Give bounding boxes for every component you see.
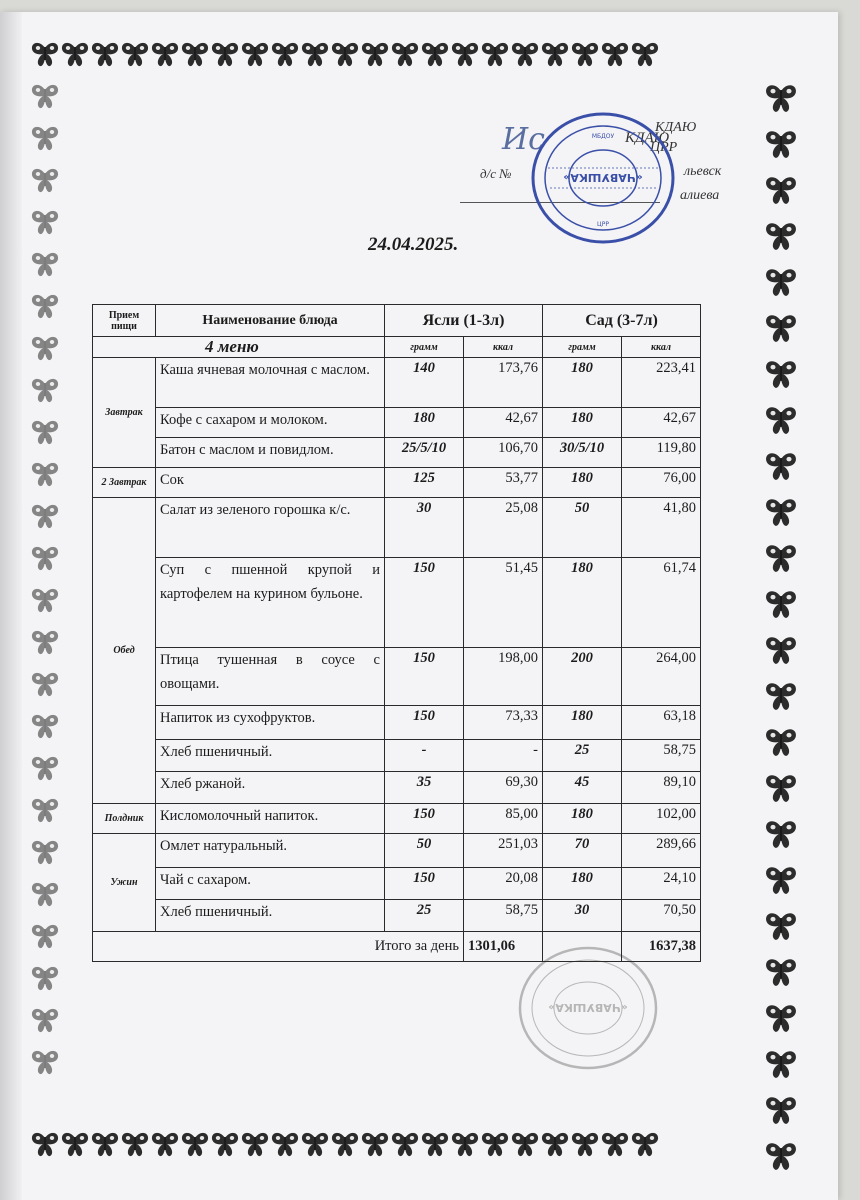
- butterfly-icon: [30, 502, 60, 530]
- butterfly-icon: [762, 634, 800, 666]
- document-sheet: [0, 12, 838, 1200]
- menu-label: 4 меню: [93, 337, 385, 358]
- butterfly-icon: [762, 496, 800, 528]
- kcal-nursery: 42,67: [464, 408, 543, 438]
- grams-nursery: 150: [385, 648, 464, 706]
- grams-kindergarten: 180: [543, 358, 622, 408]
- table-row: [93, 358, 701, 408]
- grams-nursery: 150: [385, 868, 464, 900]
- meal-name: 2 Завтрак: [93, 468, 156, 498]
- butterfly-icon: [762, 588, 800, 620]
- butterfly-icon: [120, 1130, 150, 1158]
- dish-name: Омлет натуральный.: [156, 834, 385, 868]
- butterfly-icon: [30, 166, 60, 194]
- table-row: [93, 468, 701, 498]
- kcal-kindergarten: 89,10: [622, 772, 701, 804]
- grams-nursery: 25: [385, 900, 464, 932]
- butterfly-icon: [30, 292, 60, 320]
- grams-kindergarten: 180: [543, 868, 622, 900]
- header-dish: Наименование блюда: [156, 305, 385, 337]
- butterfly-icon: [30, 754, 60, 782]
- total-nursery: 1301,06: [464, 932, 543, 962]
- butterfly-icon: [762, 542, 800, 574]
- butterfly-icon: [450, 1130, 480, 1158]
- grams-kindergarten: 200: [543, 648, 622, 706]
- meal-name: Завтрак: [93, 358, 156, 468]
- kcal-nursery: 198,00: [464, 648, 543, 706]
- butterfly-icon: [762, 266, 800, 298]
- table-row: [93, 772, 701, 804]
- grams-nursery: 150: [385, 804, 464, 834]
- svg-text:«ЧАВУШКА»: «ЧАВУШКА»: [548, 1001, 628, 1014]
- kcal-kindergarten: 70,50: [622, 900, 701, 932]
- butterfly-icon: [762, 174, 800, 206]
- butterfly-icon: [330, 1130, 360, 1158]
- butterfly-icon: [762, 956, 800, 988]
- butterfly-border-bottom: [30, 1130, 660, 1158]
- butterfly-icon: [30, 418, 60, 446]
- butterfly-icon: [90, 40, 120, 68]
- dish-name: Напиток из сухофруктов.: [156, 706, 385, 740]
- butterfly-border-right: [762, 82, 800, 1186]
- butterfly-icon: [30, 922, 60, 950]
- butterfly-icon: [240, 40, 270, 68]
- butterfly-icon: [30, 1006, 60, 1034]
- kcal-nursery: 58,75: [464, 900, 543, 932]
- kcal-nursery: -: [464, 740, 543, 772]
- svg-text:МБДОУ: МБДОУ: [591, 133, 615, 140]
- butterfly-icon: [30, 796, 60, 824]
- grams-kindergarten: 30: [543, 900, 622, 932]
- butterfly-icon: [480, 40, 510, 68]
- butterfly-icon: [30, 544, 60, 572]
- meal-name: Обед: [93, 498, 156, 804]
- approval-line-1: КДАЮ: [625, 130, 670, 146]
- butterfly-icon: [762, 450, 800, 482]
- butterfly-icon: [762, 864, 800, 896]
- table-row: [93, 438, 701, 468]
- grams-kindergarten: 180: [543, 558, 622, 648]
- dish-name: Кофе с сахаром и молоком.: [156, 408, 385, 438]
- table-row: [93, 498, 701, 558]
- header-age-2: Сад (3-7л): [543, 305, 701, 337]
- kcal-kindergarten: 76,00: [622, 468, 701, 498]
- kcal-nursery: 20,08: [464, 868, 543, 900]
- butterfly-icon: [762, 1002, 800, 1034]
- butterfly-icon: [30, 82, 60, 110]
- butterfly-icon: [30, 880, 60, 908]
- butterfly-icon: [30, 250, 60, 278]
- butterfly-icon: [540, 1130, 570, 1158]
- butterfly-icon: [540, 40, 570, 68]
- butterfly-icon: [510, 40, 540, 68]
- dish-name: Хлеб пшеничный.: [156, 740, 385, 772]
- butterfly-icon: [300, 40, 330, 68]
- approval-line-2: д/с №: [480, 166, 512, 181]
- butterfly-icon: [762, 772, 800, 804]
- approval-line-4: алиева: [680, 188, 720, 203]
- table-row: [93, 740, 701, 772]
- header-meal: Прием пищи: [93, 305, 156, 337]
- butterfly-icon: [762, 128, 800, 160]
- total-spacer: [543, 932, 622, 962]
- kcal-kindergarten: 61,74: [622, 558, 701, 648]
- unit-kcal-2: ккал: [622, 337, 701, 358]
- total-kindergarten: 1637,38: [622, 932, 701, 962]
- header-age-1: Ясли (1-3л): [385, 305, 543, 337]
- dish-name: Суп с пшенной крупой и картофелем на курином бульоне.: [156, 558, 385, 648]
- kcal-nursery: 173,76: [464, 358, 543, 408]
- butterfly-icon: [762, 82, 800, 114]
- table-row: [93, 408, 701, 438]
- butterfly-icon: [390, 1130, 420, 1158]
- butterfly-border-left: [30, 82, 60, 1090]
- grams-kindergarten: 70: [543, 834, 622, 868]
- butterfly-icon: [30, 208, 60, 236]
- table-row: [93, 706, 701, 740]
- dish-name: Батон с маслом и повидлом.: [156, 438, 385, 468]
- page-fold-shadow: [0, 12, 22, 1200]
- kcal-kindergarten: 119,80: [622, 438, 701, 468]
- butterfly-icon: [450, 40, 480, 68]
- butterfly-icon: [300, 1130, 330, 1158]
- butterfly-icon: [330, 40, 360, 68]
- approval-line-2-right: ЦРР: [650, 140, 678, 155]
- grams-kindergarten: 45: [543, 772, 622, 804]
- menu-table: [92, 304, 701, 962]
- butterfly-icon: [150, 1130, 180, 1158]
- butterfly-icon: [30, 712, 60, 740]
- table-row: [93, 558, 701, 648]
- table-row: [93, 804, 701, 834]
- grams-nursery: 180: [385, 408, 464, 438]
- kcal-nursery: 85,00: [464, 804, 543, 834]
- butterfly-icon: [570, 40, 600, 68]
- butterfly-icon: [762, 312, 800, 344]
- kcal-kindergarten: 42,67: [622, 408, 701, 438]
- butterfly-icon: [180, 40, 210, 68]
- butterfly-icon: [210, 40, 240, 68]
- butterfly-icon: [30, 334, 60, 362]
- butterfly-icon: [420, 1130, 450, 1158]
- unit-kcal-1: ккал: [464, 337, 543, 358]
- kcal-nursery: 69,30: [464, 772, 543, 804]
- butterfly-icon: [600, 40, 630, 68]
- grams-nursery: 30: [385, 498, 464, 558]
- butterfly-icon: [762, 358, 800, 390]
- butterfly-icon: [30, 376, 60, 404]
- dish-name: Чай с сахаром.: [156, 868, 385, 900]
- total-label: Итого за день: [93, 932, 464, 962]
- butterfly-icon: [762, 680, 800, 712]
- table-row: [93, 648, 701, 706]
- butterfly-icon: [270, 40, 300, 68]
- approval-line-3: льевск: [684, 164, 722, 179]
- dish-name: Кисломолочный напиток.: [156, 804, 385, 834]
- butterfly-icon: [762, 1094, 800, 1126]
- butterfly-icon: [630, 40, 660, 68]
- grams-nursery: 125: [385, 468, 464, 498]
- butterfly-icon: [30, 124, 60, 152]
- table-row: [93, 834, 701, 868]
- butterfly-icon: [30, 838, 60, 866]
- kcal-kindergarten: 63,18: [622, 706, 701, 740]
- butterfly-icon: [180, 1130, 210, 1158]
- signature: Ис: [502, 122, 545, 157]
- butterfly-icon: [30, 40, 60, 68]
- kcal-nursery: 106,70: [464, 438, 543, 468]
- grams-kindergarten: 180: [543, 706, 622, 740]
- dish-name: Каша ячневая молочная с маслом.: [156, 358, 385, 408]
- butterfly-icon: [762, 818, 800, 850]
- table-row: [93, 900, 701, 932]
- kcal-kindergarten: 58,75: [622, 740, 701, 772]
- grams-kindergarten: 180: [543, 408, 622, 438]
- kcal-nursery: 73,33: [464, 706, 543, 740]
- butterfly-icon: [240, 1130, 270, 1158]
- dish-name: Хлеб ржаной.: [156, 772, 385, 804]
- butterfly-icon: [150, 40, 180, 68]
- butterfly-icon: [390, 40, 420, 68]
- grams-nursery: -: [385, 740, 464, 772]
- kcal-kindergarten: 41,80: [622, 498, 701, 558]
- butterfly-icon: [762, 404, 800, 436]
- svg-text:ЦРР: ЦРР: [597, 221, 609, 228]
- butterfly-icon: [30, 670, 60, 698]
- kcal-kindergarten: 264,00: [622, 648, 701, 706]
- document-date: 24.04.2025.: [368, 234, 459, 255]
- grams-kindergarten: 180: [543, 804, 622, 834]
- dish-name: Салат из зеленого горошка к/с.: [156, 498, 385, 558]
- butterfly-icon: [762, 910, 800, 942]
- grams-nursery: 150: [385, 558, 464, 648]
- butterfly-icon: [30, 964, 60, 992]
- meal-name: Полдник: [93, 804, 156, 834]
- butterfly-icon: [630, 1130, 660, 1158]
- butterfly-icon: [762, 726, 800, 758]
- butterfly-icon: [510, 1130, 540, 1158]
- meal-name: Ужин: [93, 834, 156, 932]
- butterfly-icon: [30, 1130, 60, 1158]
- grams-nursery: 50: [385, 834, 464, 868]
- kcal-nursery: 53,77: [464, 468, 543, 498]
- grams-nursery: 25/5/10: [385, 438, 464, 468]
- dish-name: Хлеб пшеничный.: [156, 900, 385, 932]
- grams-nursery: 140: [385, 358, 464, 408]
- kcal-nursery: 25,08: [464, 498, 543, 558]
- unit-gram-1: грамм: [385, 337, 464, 358]
- kcal-nursery: 251,03: [464, 834, 543, 868]
- table-row: [93, 868, 701, 900]
- butterfly-icon: [60, 1130, 90, 1158]
- butterfly-icon: [570, 1130, 600, 1158]
- butterfly-icon: [270, 1130, 300, 1158]
- kcal-kindergarten: 289,66: [622, 834, 701, 868]
- kcal-kindergarten: 223,41: [622, 358, 701, 408]
- dish-name: Сок: [156, 468, 385, 498]
- kcal-kindergarten: 24,10: [622, 868, 701, 900]
- grams-nursery: 150: [385, 706, 464, 740]
- butterfly-icon: [762, 1048, 800, 1080]
- total-row: [93, 932, 701, 962]
- grams-kindergarten: 25: [543, 740, 622, 772]
- butterfly-icon: [60, 40, 90, 68]
- butterfly-icon: [90, 1130, 120, 1158]
- butterfly-icon: [30, 460, 60, 488]
- butterfly-icon: [480, 1130, 510, 1158]
- butterfly-icon: [30, 1048, 60, 1076]
- butterfly-icon: [30, 586, 60, 614]
- dish-name: Птица тушенная в соусе с овощами.: [156, 648, 385, 706]
- butterfly-icon: [360, 40, 390, 68]
- butterfly-icon: [762, 220, 800, 252]
- svg-text:«ЧАВУШКА»: «ЧАВУШКА»: [563, 171, 643, 184]
- butterfly-icon: [120, 40, 150, 68]
- grams-kindergarten: 180: [543, 468, 622, 498]
- approval-line-1-right: КДАЮ: [655, 120, 697, 135]
- butterfly-icon: [30, 628, 60, 656]
- butterfly-border-top: [30, 40, 660, 68]
- grams-kindergarten: 50: [543, 498, 622, 558]
- butterfly-icon: [600, 1130, 630, 1158]
- kcal-nursery: 51,45: [464, 558, 543, 648]
- official-stamp: [528, 108, 678, 248]
- butterfly-icon: [762, 1140, 800, 1172]
- butterfly-icon: [420, 40, 450, 68]
- butterfly-icon: [210, 1130, 240, 1158]
- kcal-kindergarten: 102,00: [622, 804, 701, 834]
- grams-nursery: 35: [385, 772, 464, 804]
- unit-gram-2: грамм: [543, 337, 622, 358]
- grams-kindergarten: 30/5/10: [543, 438, 622, 468]
- butterfly-icon: [360, 1130, 390, 1158]
